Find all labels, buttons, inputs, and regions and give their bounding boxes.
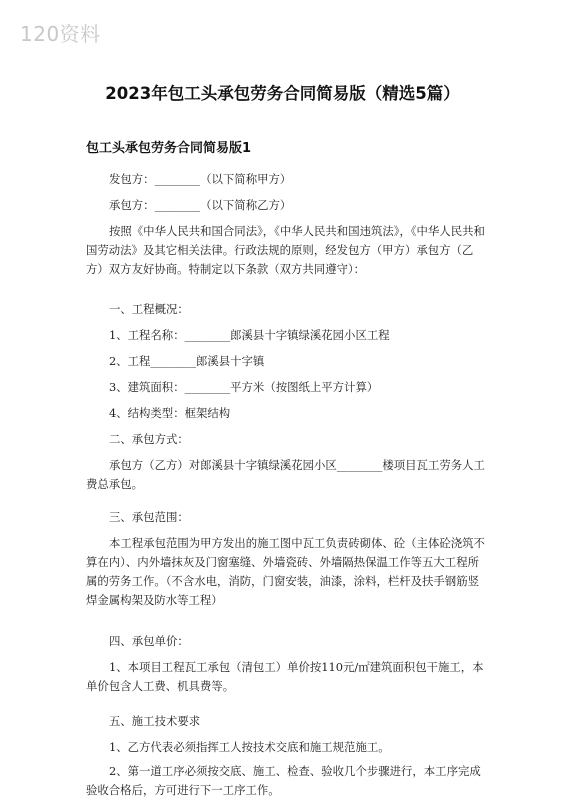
watermark-logo: 120资料 [20, 22, 101, 46]
paragraph-requirement-2: 2、第一道工序必须按交底、施工、检查、验收几个步骤进行，本工序完成验收合格后，方可进行下一工序工作。 [86, 764, 481, 797]
paragraph-legal-basis: 按照《中华人民共和国合同法》，《中华人民共和国违筑法》，《中华人民共和国劳动法》及其它相关法律。行政法规的原则，经发包方（甲方）承包方（乙方）双方友好协商。特制定以下条款（双方共同遵守）： [86, 224, 485, 276]
paragraph-section-two: 二、承包方式： [109, 432, 189, 446]
paragraph-contract-method: 承包方（乙方）对郎溪县十字镇绿溪花园小区________楼项目瓦工劳务人工费总承包。 [86, 458, 485, 491]
paragraph-section-three: 三、承包范围： [109, 510, 189, 524]
paragraph-unit-price: 1、本项目工程瓦工承包（清包工）单价按110元/㎡建筑面积包干施工，本单价包含人工费、机具费等。 [86, 660, 484, 693]
document-title: 2023年包工头承包劳务合同简易版（精选5篇） [105, 84, 460, 103]
paragraph-section-one: 一、工程概况： [109, 302, 189, 316]
paragraph-employer: 发包方：________（以下简称甲方） [109, 172, 292, 186]
paragraph-requirement-1: 1、乙方代表必须指挥工人按技术交底和施工规范施工。 [109, 740, 390, 754]
paragraph-project-name: 1、工程名称：________郎溪县十字镇绿溪花园小区工程 [109, 328, 390, 342]
paragraph-contract-scope: 本工程承包范围为甲方发出的施工图中瓦工负责砖砌体、砼（主体砼浇筑不算在内）、内外墙抹灰及门窗塞缝、外墙瓷砖、外墙隔热保温工作等五大工程所属的劳务工作。（不含水电，消防，门窗安装，油漆，涂料，栏杆及扶手钢筋竖焊金属构架及防水等工程） [86, 536, 485, 607]
paragraph-structure-type: 4、结构类型：框架结构 [109, 406, 231, 420]
paragraph-project-location: 2、工程________郎溪县十字镇 [109, 354, 265, 368]
section-heading: 包工头承包劳务合同简易版1 [86, 141, 252, 156]
paragraph-section-four: 四、承包单价： [109, 634, 189, 648]
paragraph-contractor: 承包方：________（以下简称乙方） [109, 198, 292, 212]
paragraph-section-five: 五、施工技术要求 [109, 714, 201, 728]
paragraph-building-area: 3、建筑面积：________平方米（按图纸上平方计算） [109, 380, 379, 394]
